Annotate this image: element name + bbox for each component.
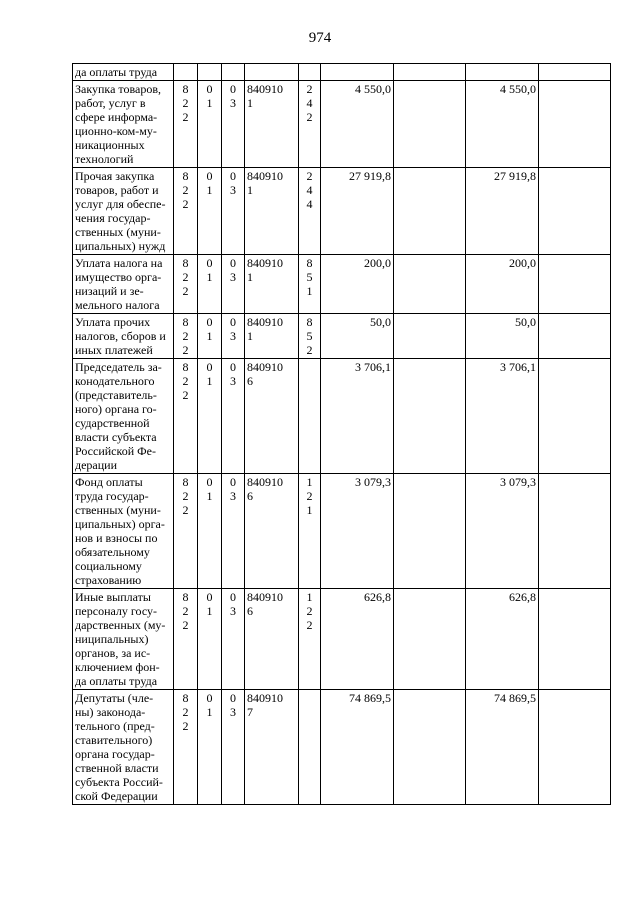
subsection-digit: 3	[230, 604, 236, 618]
row-name-line: субъекта Россий-	[75, 775, 163, 789]
row-name-line: Прочая закупка	[75, 169, 155, 183]
target-article-part: 6	[247, 604, 253, 618]
row-name	[73, 690, 174, 805]
empty-cell	[539, 359, 611, 474]
row-name-line: Депутаты (чле-	[75, 691, 154, 705]
amount-2: 3 706,1	[466, 359, 539, 474]
amount-1: 200,0	[321, 255, 394, 314]
empty-cell	[394, 314, 466, 359]
table-row	[73, 314, 611, 359]
section-digit: 0	[206, 82, 213, 96]
empty-cell	[394, 474, 466, 589]
expense-type-code	[299, 589, 321, 690]
section-code	[198, 168, 222, 255]
target-article-part: 840910	[247, 256, 283, 270]
row-name-line: Председатель за-	[75, 360, 162, 374]
subsection-code	[222, 255, 245, 314]
expense-type-digit: 2	[306, 110, 313, 124]
subsection-code	[222, 168, 245, 255]
row-name-line: имущество орга-	[75, 270, 162, 284]
subsection-digit: 0	[230, 691, 236, 705]
amount-2: 74 869,5	[466, 690, 539, 805]
row-name-line: ставительного)	[75, 733, 153, 747]
section-digit: 0	[206, 169, 213, 183]
row-name-line: ской Федерации	[75, 789, 158, 803]
row-name-line: никационных	[75, 138, 145, 152]
amount-1: 74 869,5	[321, 690, 394, 805]
empty-cell	[394, 168, 466, 255]
subsection-code	[222, 474, 245, 589]
ved-digit: 8	[182, 691, 189, 705]
target-article-part: 1	[247, 329, 253, 343]
row-name-line: социальному	[75, 559, 142, 573]
subsection-digit: 3	[230, 96, 236, 110]
page-number: 974	[308, 30, 332, 46]
ved-code	[174, 64, 198, 81]
row-name-line: (представитель-	[75, 388, 157, 402]
section-digit: 1	[206, 329, 213, 343]
amount-1: 27 919,8	[321, 168, 394, 255]
row-name-line: товаров, работ и	[75, 183, 159, 197]
expense-type-digit: 1	[306, 475, 313, 489]
expense-type-digit: 8	[306, 315, 313, 329]
target-article-part: 7	[247, 705, 253, 719]
row-name	[73, 314, 174, 359]
row-name-line: иных платежей	[75, 343, 153, 357]
ved-code	[174, 690, 198, 805]
ved-digit: 8	[182, 315, 189, 329]
expense-type-code	[299, 81, 321, 168]
row-name-line: Иные выплаты	[75, 590, 151, 604]
amount-2: 200,0	[466, 255, 539, 314]
subsection-digit: 0	[230, 82, 236, 96]
target-article-part: 6	[247, 489, 253, 503]
amount-1: 3 079,3	[321, 474, 394, 589]
ved-digit: 2	[182, 489, 189, 503]
section-digit: 0	[206, 360, 213, 374]
row-name-line: страхованию	[75, 573, 142, 587]
target-article-part: 6	[247, 374, 253, 388]
row-name-line: низаций и зе-	[75, 284, 144, 298]
row-name-line: ципальных) орга-	[75, 517, 165, 531]
target-article-part: 840910	[247, 82, 283, 96]
empty-cell	[539, 255, 611, 314]
row-name-line: да оплаты труда	[75, 65, 158, 79]
section-digit: 1	[206, 270, 213, 284]
subsection-code	[222, 359, 245, 474]
section-digit: 1	[206, 604, 213, 618]
ved-digit: 2	[182, 503, 189, 517]
target-article-code	[245, 255, 299, 314]
empty-cell	[539, 168, 611, 255]
table-row	[73, 81, 611, 168]
row-name	[73, 81, 174, 168]
row-name-line: да оплаты труда	[75, 674, 158, 688]
expense-type-digit: 1	[306, 503, 313, 517]
row-name-line: власти субъекта	[75, 430, 157, 444]
row-name-line: ключением фон-	[75, 660, 160, 674]
row-name-line: ципальных) нужд	[75, 239, 166, 253]
row-name	[73, 64, 174, 81]
row-name-line: персоналу госу-	[75, 604, 158, 618]
ved-digit: 8	[182, 360, 189, 374]
ved-digit: 8	[182, 256, 189, 270]
expense-type-digit: 2	[306, 618, 313, 632]
section-code	[198, 64, 222, 81]
target-article-code	[245, 314, 299, 359]
empty-cell	[539, 81, 611, 168]
section-code	[198, 314, 222, 359]
section-digit: 0	[206, 256, 213, 270]
expense-type-digit: 4	[306, 183, 313, 197]
target-article-code	[245, 168, 299, 255]
row-name-line: труда государ-	[75, 489, 149, 503]
ved-code	[174, 81, 198, 168]
row-name-line: ционно-ком-му-	[75, 124, 157, 138]
budget-table	[72, 63, 611, 805]
section-digit: 1	[206, 374, 213, 388]
section-code	[198, 81, 222, 168]
section-digit: 0	[206, 590, 213, 604]
row-name-line: органа государ-	[75, 747, 155, 761]
ved-digit: 2	[182, 374, 189, 388]
ved-digit: 2	[182, 388, 189, 402]
section-code	[198, 589, 222, 690]
row-name-line: мельного налога	[75, 298, 160, 312]
table-row	[73, 690, 611, 805]
table-row	[73, 474, 611, 589]
expense-type-code	[299, 690, 321, 805]
expense-type-code	[299, 64, 321, 81]
amount-1: 3 706,1	[321, 359, 394, 474]
row-name-line: налогов, сборов и	[75, 329, 166, 343]
ved-code	[174, 314, 198, 359]
empty-cell	[539, 690, 611, 805]
ved-digit: 2	[182, 96, 189, 110]
expense-type-code	[299, 359, 321, 474]
subsection-code	[222, 314, 245, 359]
row-name-line: обязательному	[75, 545, 150, 559]
ved-code	[174, 255, 198, 314]
target-article-part: 1	[247, 96, 253, 110]
ved-digit: 8	[182, 169, 189, 183]
target-article-part: 840910	[247, 360, 283, 374]
ved-code	[174, 474, 198, 589]
row-name-line: сфере информа-	[75, 110, 158, 124]
empty-cell	[394, 64, 466, 81]
empty-cell	[394, 81, 466, 168]
row-name-line: ственной власти	[75, 761, 159, 775]
amount-2: 50,0	[466, 314, 539, 359]
ved-digit: 8	[182, 82, 189, 96]
row-name-line: ного) органа го-	[75, 402, 157, 416]
amount-1: 4 550,0	[321, 81, 394, 168]
ved-code	[174, 359, 198, 474]
row-name-line: сударственной	[75, 416, 150, 430]
subsection-digit: 0	[230, 169, 236, 183]
subsection-digit: 0	[230, 256, 236, 270]
target-article-part: 840910	[247, 169, 283, 183]
empty-cell	[394, 255, 466, 314]
target-article-part: 840910	[247, 691, 283, 705]
row-name-line: Уплата прочих	[75, 315, 151, 329]
expense-type-code	[299, 474, 321, 589]
row-name	[73, 168, 174, 255]
target-article-code	[245, 589, 299, 690]
row-name-line: работ, услуг в	[75, 96, 146, 110]
section-code	[198, 255, 222, 314]
ved-digit: 2	[182, 284, 189, 298]
subsection-code	[222, 81, 245, 168]
subsection-digit: 0	[230, 360, 236, 374]
subsection-digit: 3	[230, 329, 236, 343]
expense-type-digit: 2	[306, 604, 313, 618]
empty-cell	[394, 690, 466, 805]
ved-digit: 2	[182, 604, 189, 618]
ved-digit: 2	[182, 618, 189, 632]
row-name-line: ны) законода-	[75, 705, 146, 719]
empty-cell	[539, 589, 611, 690]
section-digit: 1	[206, 96, 213, 110]
row-name	[73, 255, 174, 314]
subsection-digit: 0	[230, 315, 236, 329]
section-digit: 1	[206, 183, 213, 197]
expense-type-digit: 5	[306, 270, 313, 284]
section-digit: 0	[206, 691, 213, 705]
empty-cell	[539, 64, 611, 81]
row-name	[73, 589, 174, 690]
ved-digit: 2	[182, 183, 189, 197]
subsection-digit: 3	[230, 705, 236, 719]
expense-type-digit: 1	[306, 284, 313, 298]
empty-cell	[394, 359, 466, 474]
row-name-line: Закупка товаров,	[75, 82, 161, 96]
target-article-part: 840910	[247, 315, 283, 329]
ved-digit: 2	[182, 343, 189, 357]
target-article-part: 1	[247, 183, 253, 197]
section-digit: 0	[206, 315, 213, 329]
target-article-code	[245, 474, 299, 589]
amount-1	[321, 64, 394, 81]
table-row	[73, 589, 611, 690]
table-row	[73, 64, 611, 81]
section-digit: 0	[206, 475, 213, 489]
target-article-part: 1	[247, 270, 253, 284]
target-article-part: 840910	[247, 590, 283, 604]
section-code	[198, 359, 222, 474]
row-name-line: услуг для обеспе-	[75, 197, 166, 211]
expense-type-code	[299, 168, 321, 255]
ved-digit: 2	[182, 110, 189, 124]
empty-cell	[539, 314, 611, 359]
row-name-line: органов, за ис-	[75, 646, 151, 660]
ved-digit: 2	[182, 705, 189, 719]
expense-type-digit: 1	[306, 590, 313, 604]
row-name-line: ственных (муни-	[75, 503, 161, 517]
row-name-line: дерации	[75, 458, 118, 472]
ved-digit: 2	[182, 270, 189, 284]
amount-2	[466, 64, 539, 81]
row-name-line: Российской Фе-	[75, 444, 156, 458]
expense-type-code	[299, 255, 321, 314]
subsection-digit: 3	[230, 489, 236, 503]
amount-2: 27 919,8	[466, 168, 539, 255]
row-name-line: технологий	[75, 152, 134, 166]
target-article-part: 840910	[247, 475, 283, 489]
target-article-code	[245, 64, 299, 81]
expense-type-digit: 2	[306, 169, 313, 183]
row-name-line: конодательного	[75, 374, 155, 388]
expense-type-digit: 2	[306, 82, 313, 96]
ved-digit: 2	[182, 719, 189, 733]
subsection-digit: 3	[230, 374, 236, 388]
row-name-line: нов и взносы по	[75, 531, 158, 545]
budget-table-body	[73, 64, 611, 805]
section-digit: 1	[206, 489, 213, 503]
ved-code	[174, 589, 198, 690]
expense-type-digit: 4	[306, 197, 313, 211]
ved-digit: 8	[182, 590, 189, 604]
table-row	[73, 255, 611, 314]
ved-digit: 2	[182, 197, 189, 211]
section-code	[198, 690, 222, 805]
expense-type-digit: 2	[306, 489, 313, 503]
subsection-digit: 3	[230, 183, 236, 197]
subsection-code	[222, 64, 245, 81]
row-name	[73, 359, 174, 474]
target-article-code	[245, 690, 299, 805]
table-row	[73, 168, 611, 255]
row-name-line: ниципальных)	[75, 632, 149, 646]
target-article-code	[245, 81, 299, 168]
subsection-code	[222, 690, 245, 805]
expense-type-digit: 5	[306, 329, 313, 343]
row-name-line: Фонд оплаты	[75, 475, 143, 489]
table-row	[73, 359, 611, 474]
target-article-code	[245, 359, 299, 474]
subsection-code	[222, 589, 245, 690]
row-name-line: Уплата налога на	[75, 256, 163, 270]
row-name-line: ственных (муни-	[75, 225, 161, 239]
row-name	[73, 474, 174, 589]
empty-cell	[394, 589, 466, 690]
empty-cell	[539, 474, 611, 589]
ved-code	[174, 168, 198, 255]
expense-type-code	[299, 314, 321, 359]
amount-2: 4 550,0	[466, 81, 539, 168]
subsection-digit: 0	[230, 590, 236, 604]
expense-type-digit: 8	[306, 256, 313, 270]
amount-2: 3 079,3	[466, 474, 539, 589]
row-name-line: дарственных (му-	[75, 618, 166, 632]
section-digit: 1	[206, 705, 213, 719]
subsection-digit: 3	[230, 270, 236, 284]
expense-type-digit: 2	[306, 343, 313, 357]
expense-type-digit: 4	[306, 96, 313, 110]
ved-digit: 8	[182, 475, 189, 489]
row-name-line: чения государ-	[75, 211, 151, 225]
amount-2: 626,8	[466, 589, 539, 690]
row-name-line: тельного (пред-	[75, 719, 155, 733]
ved-digit: 2	[182, 329, 189, 343]
subsection-digit: 0	[230, 475, 236, 489]
section-code	[198, 474, 222, 589]
amount-1: 626,8	[321, 589, 394, 690]
amount-1: 50,0	[321, 314, 394, 359]
